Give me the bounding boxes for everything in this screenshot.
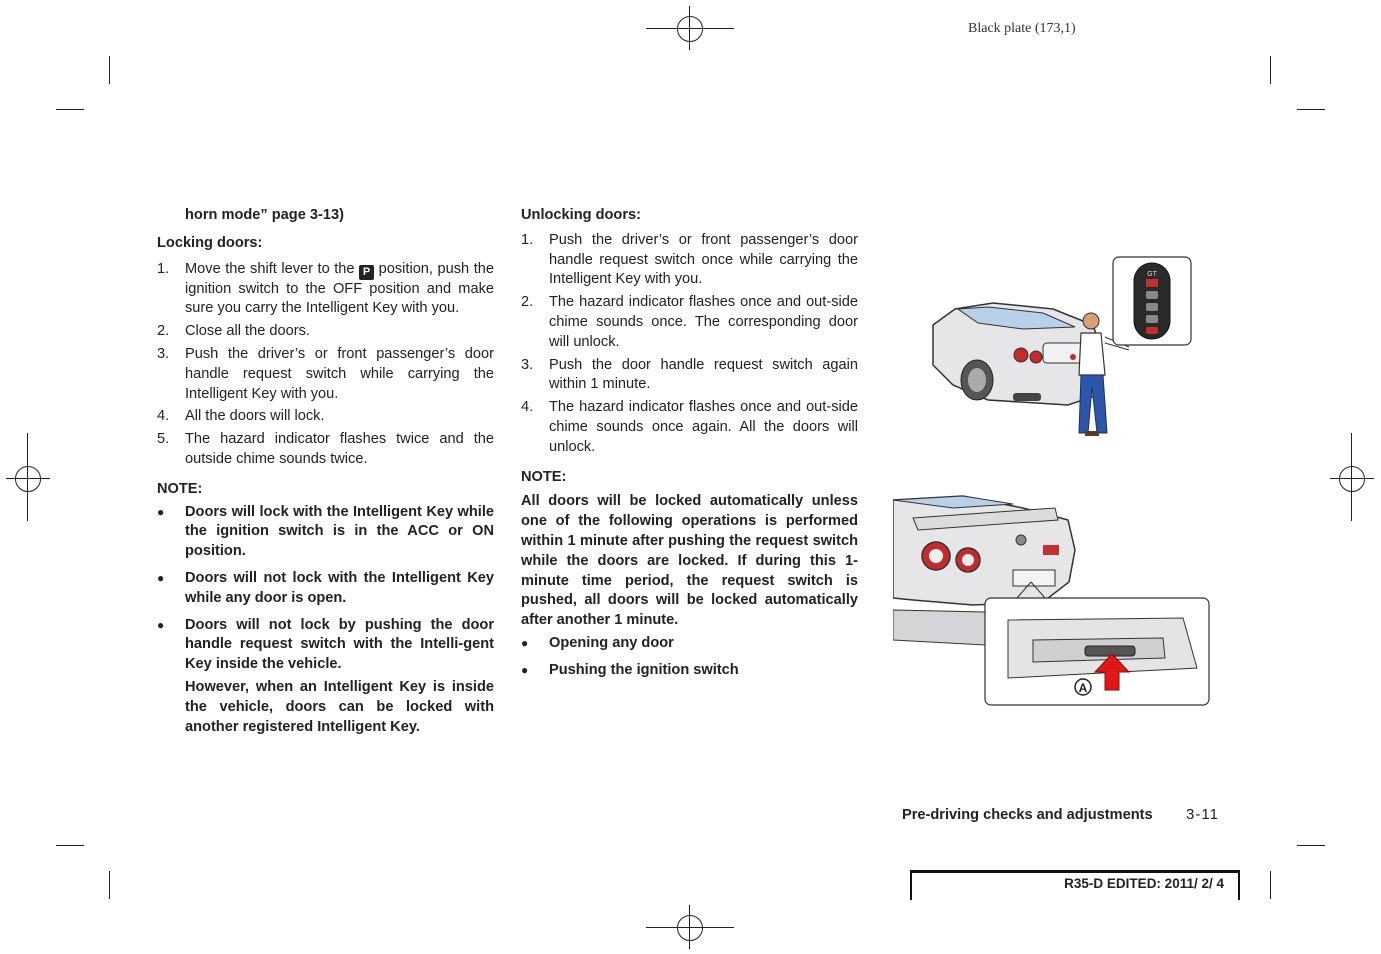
- locking-heading: Locking doors:: [157, 234, 263, 251]
- condition-text: Pushing the ignition switch: [549, 661, 739, 678]
- locking-step-2: [157, 322, 494, 342]
- step-text: The hazard indicator flashes once and out-side chime sounds once again. All the doors will unlock.: [549, 399, 858, 455]
- callout-label: A: [1078, 681, 1088, 695]
- bullet-icon: ●: [157, 617, 165, 632]
- condition-item: [521, 634, 858, 654]
- unlocking-step-2: [521, 293, 858, 352]
- locking-step-3: [157, 345, 494, 404]
- note-text: Doors will not lock with the Intelligent Key while any door is open.: [185, 569, 494, 606]
- step-number: 4.: [521, 399, 534, 416]
- bullet-icon: ●: [521, 635, 529, 650]
- step-number: 3.: [521, 356, 534, 373]
- unlocking-heading: Unlocking doors:: [521, 207, 641, 223]
- note-item: [157, 503, 494, 562]
- plate-label: Black plate (173,1): [968, 21, 1076, 36]
- step-number: 4.: [157, 408, 170, 425]
- note-text: All doors will be locked automatically unless one of the following operations is performed within 1 minute after pushing the request switch while the doors are locked. If during this 1-minute time period, the request switch is pushed, all doors will be locked automatically after another 1 minute.: [521, 493, 858, 629]
- bullet-icon: ●: [521, 662, 529, 677]
- bullet-icon: ●: [157, 504, 165, 519]
- step-number: 3.: [157, 345, 170, 362]
- unlocking-step-1: [521, 231, 858, 290]
- locking-step-4: [157, 407, 494, 427]
- unlocking-step-3: [521, 356, 858, 396]
- left-column: [157, 206, 494, 737]
- step-text-continued: position, push the ignition switch to the OFF position and make sure you carry the Intelligent Key with you.: [185, 260, 494, 317]
- figure-request-switch: [893, 490, 1215, 735]
- condition-item: [521, 661, 858, 681]
- note-heading: NOTE:: [521, 468, 567, 485]
- page-number: 3-11: [1186, 806, 1219, 823]
- request-switch-icon: [1085, 646, 1135, 656]
- edited-stamp: [910, 870, 1240, 900]
- unlocking-step-4: [521, 398, 858, 457]
- step-number: 2.: [521, 294, 534, 311]
- key-label: GT: [1147, 271, 1157, 278]
- note-text: Doors will lock with the Intelligent Key while the ignition switch is in the ACC or ON position.: [185, 503, 494, 560]
- step-number: 5.: [157, 431, 170, 448]
- step-text: Push the driver’s or front passenger’s door handle request switch once while carrying the Intelligent Key with you.: [549, 231, 858, 288]
- step-text: The hazard indicator flashes twice and the outside chime sounds twice.: [185, 431, 494, 467]
- note-item: [157, 616, 494, 675]
- locking-step-1: [157, 260, 494, 320]
- middle-column: [521, 206, 858, 681]
- note-item: [157, 569, 494, 609]
- condition-text: Opening any door: [549, 634, 674, 651]
- rear-car-icon: [893, 490, 1215, 735]
- step-text: All the doors will lock.: [185, 408, 325, 425]
- step-text: The hazard indicator flashes once and out-side chime sounds once. The corresponding door will unlock.: [549, 294, 858, 350]
- step-text: Move the shift lever to the: [185, 260, 355, 277]
- continued-text: horn mode” page 3-13): [185, 207, 344, 223]
- step-number: 2.: [157, 323, 170, 340]
- step-text: Push the door handle request switch again within 1 minute.: [549, 356, 858, 393]
- step-number: 1.: [521, 231, 534, 248]
- figure-locking-illustration: [893, 205, 1215, 450]
- park-position-icon: P: [359, 265, 374, 280]
- step-text: Close all the doors.: [185, 323, 310, 340]
- bullet-icon: ●: [157, 570, 165, 585]
- footer-section-title: Pre-driving checks and adjustments: [902, 807, 1153, 823]
- locking-step-5: [157, 430, 494, 470]
- step-number: 1.: [157, 260, 170, 277]
- edited-text: R35-D EDITED: 2011/ 2/ 4: [1064, 876, 1224, 891]
- note-heading: NOTE:: [157, 480, 203, 497]
- step-text: Push the driver’s or front passenger’s door handle request switch while carrying the Intelligent Key with you.: [185, 345, 494, 402]
- note-extra: However, when an Intelligent Key is inside the vehicle, doors can be locked with another registered Intelligent Key.: [185, 678, 494, 735]
- car-with-person-icon: [893, 205, 1215, 450]
- note-text: Doors will not lock by pushing the door handle request switch with the Intelli-gent Key inside the vehicle.: [185, 616, 494, 673]
